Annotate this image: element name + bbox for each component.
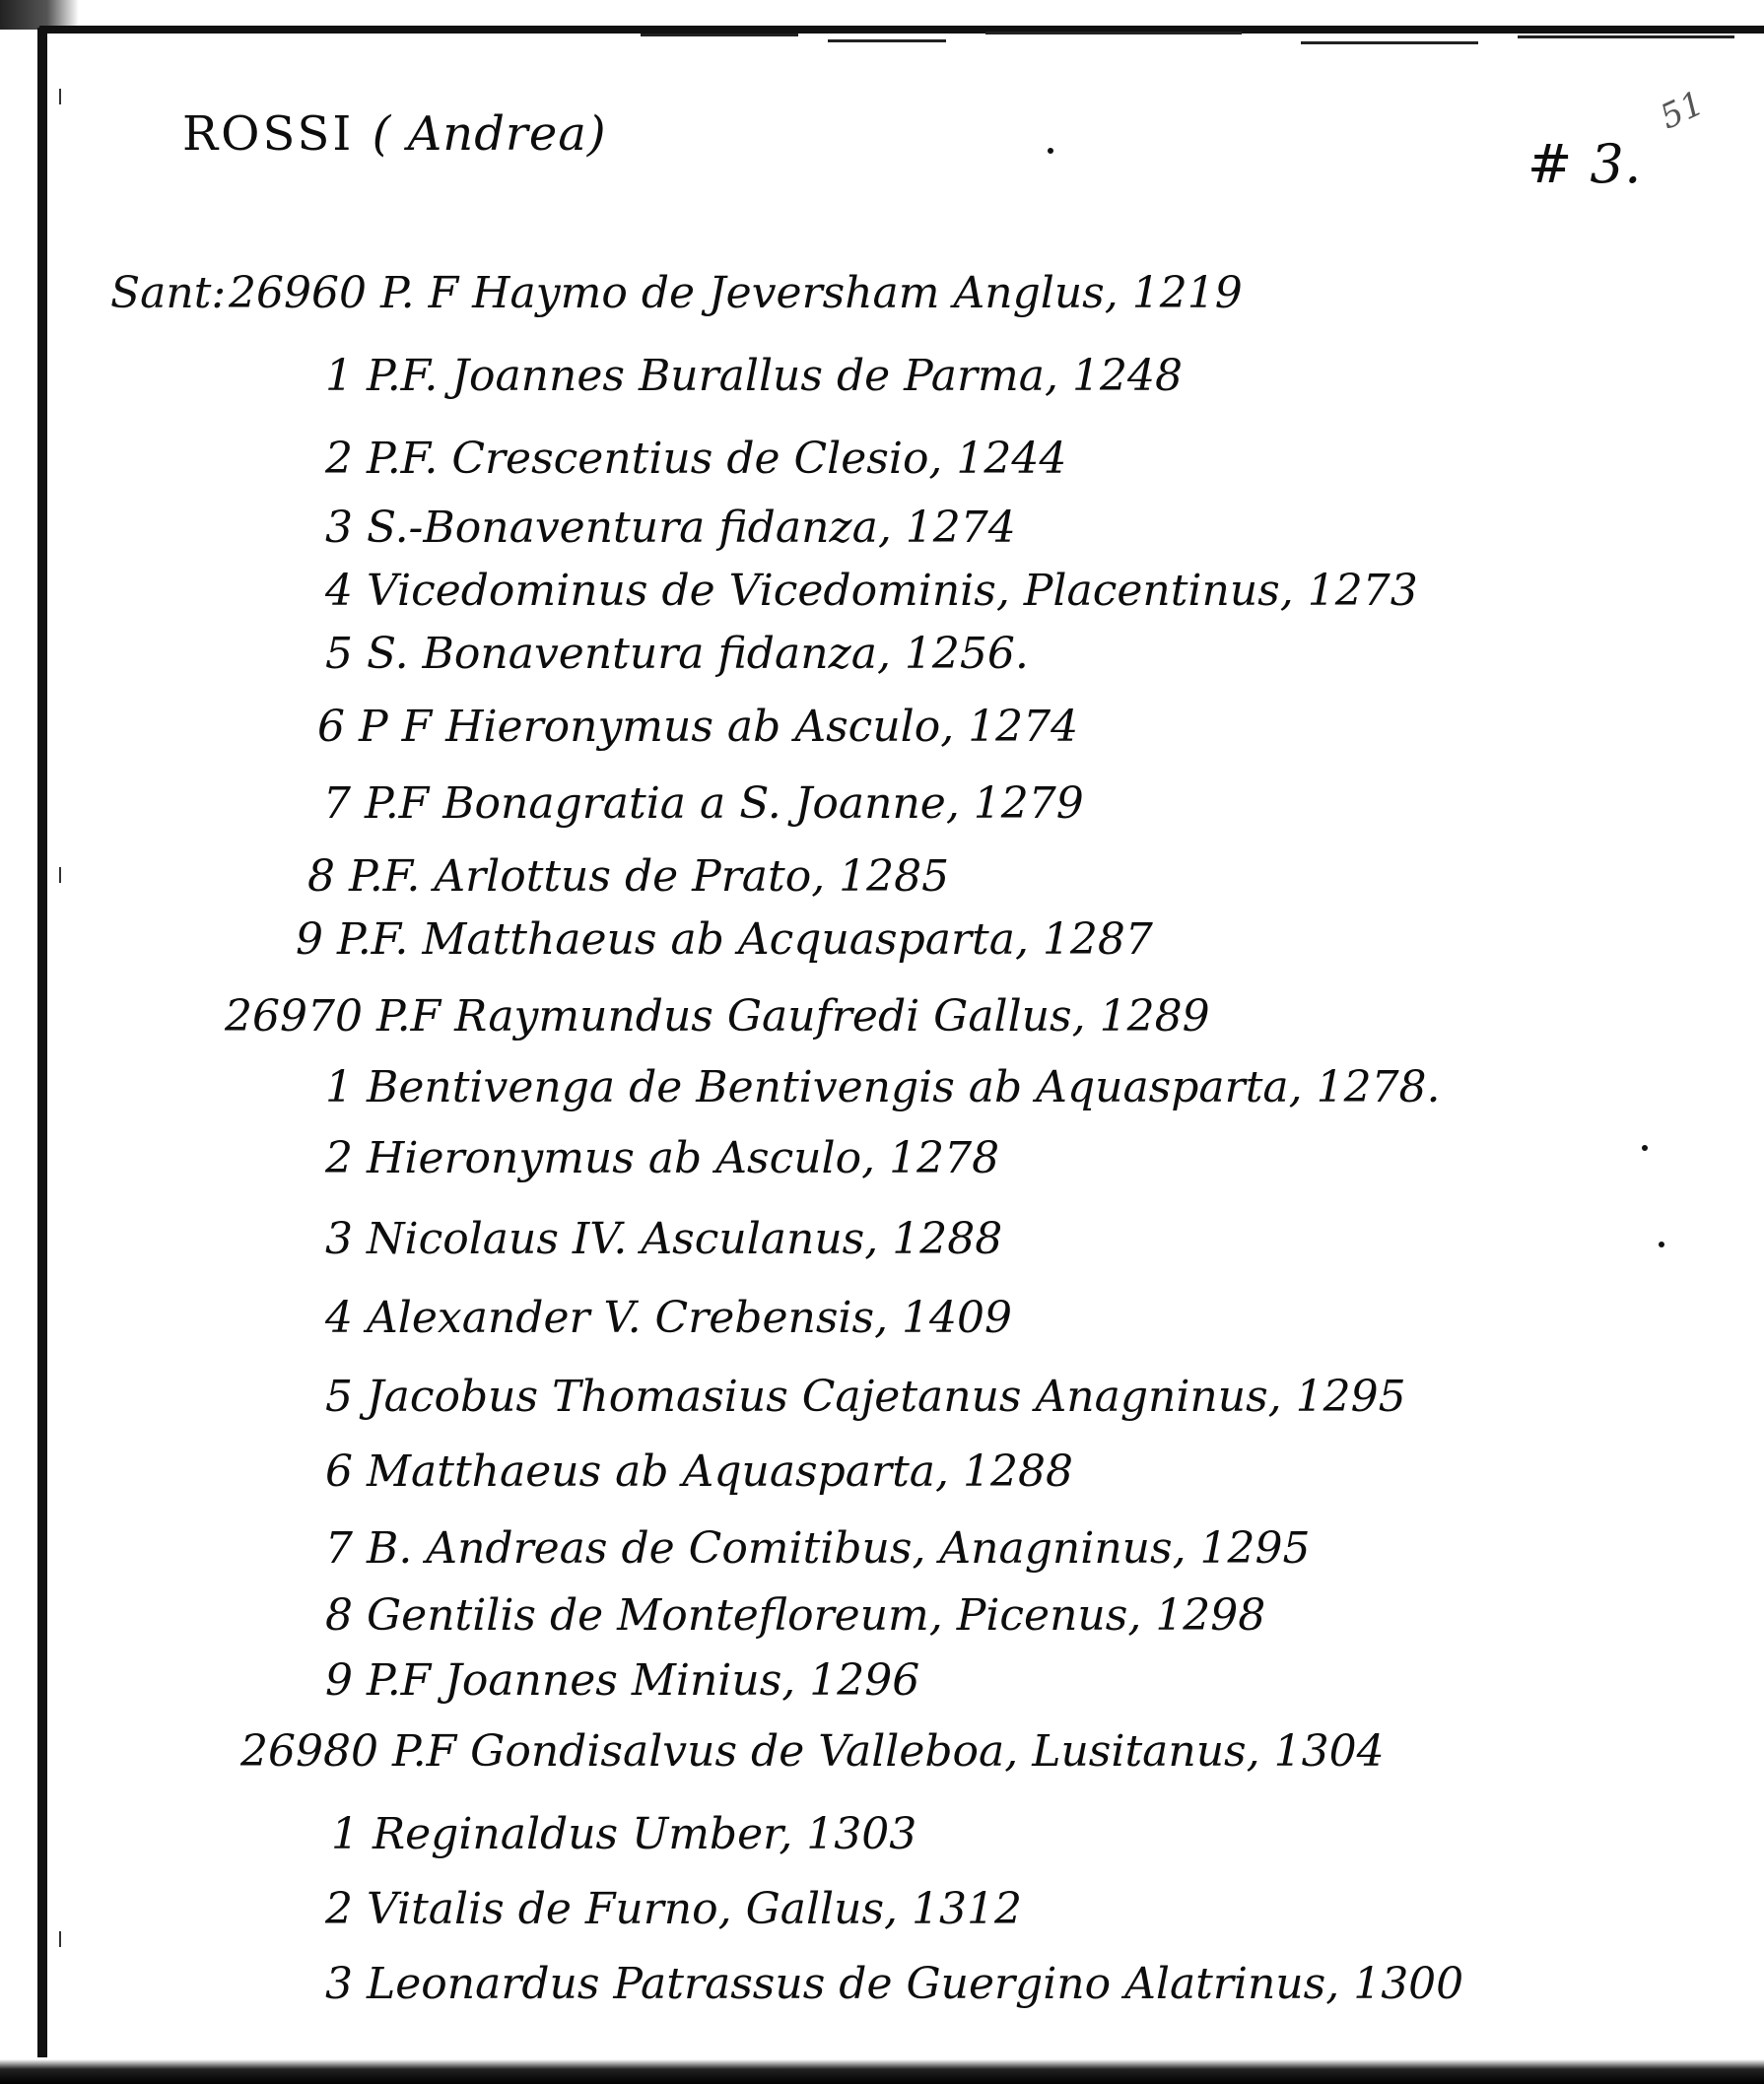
entry-text: P.F. Arlottus de Prato, 1285 bbox=[349, 851, 950, 902]
entry-number: 2 bbox=[325, 1884, 353, 1934]
entry-number: 3 bbox=[325, 1959, 353, 2009]
entry-row bbox=[325, 1062, 1441, 1112]
entry-text: Bentivenga de Bentivengis ab Aquasparta, 1278. bbox=[367, 1062, 1441, 1112]
page-bottom-edge bbox=[0, 2059, 1764, 2084]
entry-text: Matthaeus ab Aquasparta, 1288 bbox=[367, 1446, 1073, 1497]
entry-row bbox=[325, 1959, 1463, 2009]
entry-number: 6 bbox=[325, 1446, 353, 1497]
entry-text: Vicedominus de Vicedominis, Placentinus, 1273 bbox=[367, 566, 1418, 616]
entry-row bbox=[325, 1590, 1265, 1641]
entry-number: 1 bbox=[331, 1809, 359, 1859]
entry-text: Leonardus Patrassus de Guergino Alatrinus, 1300 bbox=[367, 1959, 1464, 2009]
entry-text: Alexander V. Crebensis, 1409 bbox=[367, 1293, 1013, 1343]
entry-row bbox=[225, 991, 1210, 1042]
entry-number: 4 bbox=[325, 566, 353, 616]
entry-row bbox=[331, 1809, 916, 1859]
entry-number: 4 bbox=[325, 1293, 353, 1343]
entry-row bbox=[296, 914, 1153, 965]
entry-number: 3 bbox=[325, 1214, 353, 1264]
ink-dot bbox=[1659, 1242, 1664, 1247]
entry-number: 8 bbox=[307, 851, 335, 902]
entry-row bbox=[325, 1523, 1311, 1574]
entry-number: 5 bbox=[325, 629, 353, 679]
entry-row bbox=[325, 351, 1183, 401]
ink-dot bbox=[1048, 148, 1053, 154]
entry-row bbox=[229, 268, 1243, 318]
entry-number: 1 bbox=[325, 351, 353, 401]
entry-number: 7 bbox=[323, 778, 351, 829]
author-name bbox=[182, 106, 607, 162]
entry-row bbox=[325, 1214, 1002, 1264]
reference-number: # 3. bbox=[1527, 133, 1642, 195]
entry-row bbox=[325, 1655, 919, 1706]
entry-number: 7 bbox=[325, 1523, 353, 1574]
entry-text: Vitalis de Furno, Gallus, 1312 bbox=[367, 1884, 1022, 1934]
entry-text: P.F Joannes Minius, 1296 bbox=[367, 1655, 920, 1706]
entry-text: P.F. Crescentius de Clesio, 1244 bbox=[367, 434, 1067, 484]
entry-row bbox=[325, 1884, 1022, 1934]
entry-number: 5 bbox=[325, 1372, 353, 1422]
entry-number: 9 bbox=[325, 1655, 353, 1706]
section-prefix: Sant: bbox=[110, 268, 227, 318]
entry-row bbox=[325, 566, 1418, 616]
entry-text: P.F. Matthaeus ab Acquasparta, 1287 bbox=[337, 914, 1153, 965]
top-edge-scribble bbox=[611, 30, 1764, 55]
margin-tick bbox=[59, 89, 61, 104]
entry-number: 2 bbox=[325, 1133, 353, 1183]
entry-text: P.F Gondisalvus de Valleboa, Lusitanus, 1304 bbox=[391, 1726, 1385, 1777]
given-name: ( Andrea) bbox=[372, 106, 607, 162]
entry-text: P.F. Joannes Burallus de Parma, 1248 bbox=[367, 351, 1183, 401]
entry-text: Jacobus Thomasius Cajetanus Anagninus, 1295 bbox=[367, 1372, 1406, 1422]
entry-number: 26960 bbox=[229, 268, 367, 318]
folio-number: 51 bbox=[1654, 83, 1711, 138]
margin-tick bbox=[59, 1931, 61, 1947]
ink-dot bbox=[1642, 1145, 1648, 1151]
entry-number: 1 bbox=[325, 1062, 353, 1112]
entry-row bbox=[325, 1133, 999, 1183]
entry-number: 8 bbox=[325, 1590, 353, 1641]
entry-text: P. F Haymo de Jeversham Anglus, 1219 bbox=[379, 268, 1243, 318]
entry-row bbox=[325, 434, 1066, 484]
entry-number: 6 bbox=[317, 702, 345, 752]
entry-text: Gentilis de Montefloreum, Picenus, 1298 bbox=[367, 1590, 1266, 1641]
entry-row bbox=[307, 851, 949, 902]
page-left-edge bbox=[37, 28, 47, 2057]
margin-tick bbox=[59, 867, 61, 883]
entry-text: S.-Bonaventura fidanza, 1274 bbox=[367, 503, 1016, 553]
surname: ROSSI bbox=[182, 106, 355, 162]
entry-number: 2 bbox=[325, 434, 353, 484]
entry-text: P.F Raymundus Gaufredi Gallus, 1289 bbox=[375, 991, 1210, 1042]
entry-row bbox=[325, 1293, 1012, 1343]
entry-row bbox=[325, 629, 1029, 679]
entry-number: 26970 bbox=[225, 991, 363, 1042]
entry-row bbox=[317, 702, 1078, 752]
entry-text: Hieronymus ab Asculo, 1278 bbox=[367, 1133, 1000, 1183]
entry-row bbox=[325, 1446, 1073, 1497]
entry-number: 26980 bbox=[240, 1726, 378, 1777]
entry-text: B. Andreas de Comitibus, Anagninus, 1295 bbox=[367, 1523, 1311, 1574]
entry-number: 3 bbox=[325, 503, 353, 553]
entry-text: P F Hieronymus ab Asculo, 1274 bbox=[359, 702, 1079, 752]
entry-text: S. Bonaventura fidanza, 1256. bbox=[367, 629, 1029, 679]
entry-text: Reginaldus Umber, 1303 bbox=[373, 1809, 917, 1859]
entry-row bbox=[325, 1372, 1406, 1422]
entry-text: P.F Bonagratia a S. Joanne, 1279 bbox=[365, 778, 1084, 829]
entry-row bbox=[325, 503, 1016, 553]
entry-text: Nicolaus IV. Asculanus, 1288 bbox=[367, 1214, 1003, 1264]
entry-row bbox=[323, 778, 1084, 829]
entry-row bbox=[240, 1726, 1385, 1777]
entry-number: 9 bbox=[296, 914, 323, 965]
